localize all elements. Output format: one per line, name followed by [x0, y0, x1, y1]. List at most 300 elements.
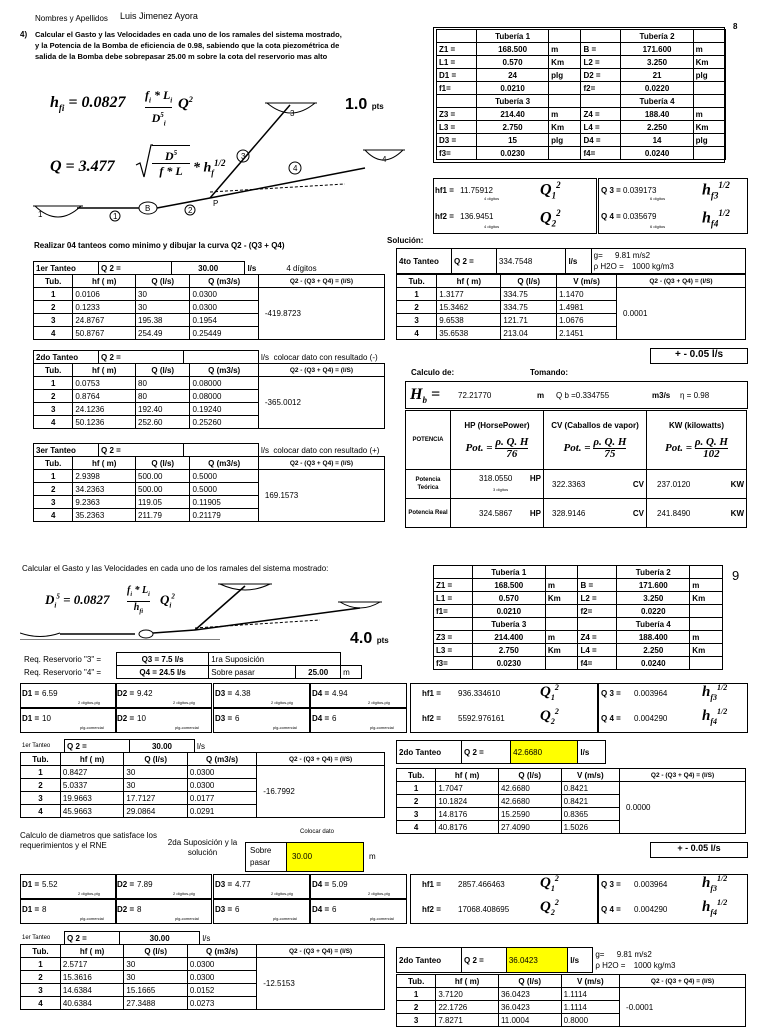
table-cell: 24.1236: [73, 403, 136, 416]
hf-fraction: $f_i * L_i$ $D^5_i$: [145, 88, 173, 128]
table-cell: 2: [21, 971, 61, 984]
table-cell: 36.0423: [498, 988, 561, 1001]
formula-symbol: $Q_1^2$: [540, 683, 559, 702]
table-cell: 500.00: [136, 470, 190, 483]
table-cell: 1: [397, 782, 436, 795]
q-squared: $Q^2$: [178, 95, 193, 112]
hf-value: 0.003964: [634, 880, 668, 889]
table-row: [397, 288, 746, 301]
pipe-3-label: 3: [241, 152, 246, 161]
exceed-value: 30.00: [292, 852, 313, 861]
table-cell: 15.3462: [437, 301, 501, 314]
header-row: [21, 945, 385, 958]
table-row: [397, 782, 746, 795]
table-cell: 4: [34, 509, 73, 522]
commercial-diameter-value: 8: [137, 905, 142, 914]
statement-line: Calcular el Gasto y las Velocidades en cada uno de los ramales del sistema mostrado,: [35, 30, 342, 39]
table-cell: 14.8176: [436, 808, 499, 821]
calc-label: Calculo de:: [411, 368, 455, 377]
q4-label: Q 4 = 0.035679: [601, 212, 657, 221]
table-cell: 15.2590: [498, 808, 561, 821]
table-cell: 50.1236: [73, 416, 136, 429]
table-row: [34, 288, 385, 301]
diameter-fraction: $f_i * L_i$ $h_{fi}$: [127, 585, 150, 615]
pipe-data-table: Tubería 1 Tubería 2 Z1 = 168.500 m B = 171.600 m L1 = 0.570 Km L2 = 3.250 Km D1 = 24 plg D2 = 21 plg f1= 0.0210 f2= 0.0220 Tubería 3 Tubería 4 Z3 = 214.40 m Z4 = 188.40 m L3 = 2.750 Km L4 = 2.250 Km D3 = 15 plg D4 = 14 plg f3= 0.0230 f4= 0.0240: [436, 29, 726, 160]
table-cell: 2: [34, 390, 73, 403]
table-cell: 0.25260: [190, 416, 258, 429]
hf4-root: $h_{f4}^{1/2}$: [702, 208, 730, 229]
table-cell: 30: [124, 779, 188, 792]
column-header: hf ( m): [73, 364, 136, 377]
table-cell: 0.19240: [190, 403, 258, 416]
diameter-label: D3 =: [215, 905, 233, 914]
table-row: [21, 958, 385, 971]
table-row: [34, 470, 385, 483]
result-cell: -419.8723: [258, 288, 384, 340]
column-header: V (m/s): [561, 769, 619, 782]
hf1-label: hf1 = 11.75912: [435, 186, 493, 195]
digits-note: 2 dígitos-plg: [271, 891, 293, 896]
table-cell: 10.1824: [436, 795, 499, 808]
formula-symbol: $h_{f4}^{1/2}$: [702, 898, 728, 917]
table-cell: 252.60: [136, 416, 190, 429]
diameter-equation: $D_i^5 = 0.0827$: [45, 592, 110, 610]
table-cell: 4: [397, 821, 436, 834]
table-cell: 0.0291: [187, 805, 256, 818]
diameter-label: D1 =: [22, 714, 40, 723]
table-cell: 119.05: [136, 496, 190, 509]
column-header: hf ( m): [436, 975, 499, 988]
reservoir-1-label: 1: [38, 210, 43, 219]
table-cell: 3.7120: [436, 988, 499, 1001]
table-cell: 42.6680: [498, 782, 561, 795]
table-cell: 254.49: [136, 327, 190, 340]
table-cell: 3: [21, 792, 61, 805]
formula-symbol: $h_{f3}^{1/2}$: [702, 874, 728, 893]
student-name: Luis Jimenez Ayora: [120, 11, 198, 21]
second-assumption: 2da Suposición y la solución: [167, 838, 238, 857]
commercial-note: plg-comercial: [370, 725, 394, 730]
table-cell: 1: [34, 377, 73, 390]
table-cell: 1.5026: [561, 821, 619, 834]
table-cell: 0.0753: [73, 377, 136, 390]
statement-line: y la Potencia de la Bomba de eficiencia de 0.98, sabiendo que la cota piezométrica de: [35, 41, 340, 50]
trial-3-grid: [33, 456, 385, 522]
hf-value: 0.004290: [634, 905, 668, 914]
efficiency: η = 0.98: [680, 391, 710, 400]
column-header: Q (m3/s): [190, 275, 258, 288]
column-header: hf ( m): [73, 275, 136, 288]
commercial-note: plg-comercial: [273, 916, 297, 921]
m3s-unit: m3/s: [652, 391, 671, 400]
hf2-label: hf2 = 136.9451: [435, 212, 494, 221]
table-cell: 1: [397, 288, 437, 301]
result-cell: -0.0001: [620, 988, 746, 1027]
pump-b-label: B: [145, 204, 151, 213]
column-header: hf ( m): [73, 457, 136, 470]
column-header: Tub.: [34, 457, 73, 470]
trial-6-grid: [396, 768, 746, 834]
hf-value: 5592.976161: [458, 714, 505, 723]
table-cell: 27.4090: [498, 821, 561, 834]
table-cell: 4: [34, 416, 73, 429]
table-cell: 1.0676: [557, 314, 617, 327]
table-cell: 0.0177: [187, 792, 256, 805]
column-header: Q (m3/s): [190, 457, 258, 470]
trial-5-header: 1er Tanteo Q 2 = 30.00 l/s: [22, 741, 205, 751]
result-cell: -12.5153: [257, 958, 385, 1010]
digits-note: 4 dígitos: [484, 196, 500, 201]
column-header: Tub.: [397, 769, 436, 782]
diameter-label: D2 =: [117, 689, 135, 698]
table-cell: 27.3488: [124, 997, 188, 1010]
table-cell: 0.25449: [190, 327, 258, 340]
points-value-2: 4.0 pts: [350, 630, 389, 647]
table-cell: 30: [124, 971, 188, 984]
diameter-label: D1 =: [22, 905, 40, 914]
trial-3-header: 3er Tanteo Q 2 = l/s colocar dato con resultado (+): [33, 443, 385, 457]
commercial-diameter-value: 6: [235, 905, 240, 914]
table-cell: 3: [34, 496, 73, 509]
hf-value: hf1 =: [422, 689, 441, 698]
diameter-value: 4.77: [235, 880, 251, 889]
tolerance-box-2: + - 0.05 l/s: [650, 842, 748, 858]
diameter-label: D1 =: [22, 880, 40, 889]
result-cell: 0.0001: [616, 288, 745, 340]
hf-value: Q 3 =: [601, 880, 621, 889]
formula-symbol: $h_{f4}^{1/2}$: [702, 707, 728, 726]
solution-label: Solución:: [387, 236, 424, 245]
exceed-label: Sobre pasar: [250, 846, 272, 867]
column-header: Q (m3/s): [187, 945, 256, 958]
diameter-label: D2 =: [117, 905, 135, 914]
header-row: [34, 457, 385, 470]
table-cell: 30: [124, 766, 188, 779]
table-cell: 0.8421: [561, 795, 619, 808]
column-header: Tub.: [21, 753, 61, 766]
q2-squared: $Q_2^2$: [540, 208, 561, 229]
problem-statement: [35, 29, 342, 62]
trial-4-grid: [396, 274, 746, 340]
formula-symbol: $Q_2^2$: [540, 898, 559, 917]
table-cell: 36.0423: [498, 1001, 561, 1014]
pipe-1-label: 1: [113, 212, 118, 221]
table-cell: 24.8767: [73, 314, 136, 327]
table-cell: 11.0004: [498, 1014, 561, 1027]
table-cell: 30: [124, 958, 188, 971]
table-cell: 15.3616: [60, 971, 124, 984]
table-cell: 0.8000: [561, 1014, 619, 1027]
hf-value: hf2 =: [422, 905, 441, 914]
table-cell: 0.0300: [187, 779, 256, 792]
statement-line: salida de la Bomba debe sobrepasar 25.00 m sobre la cota del reservorio mas alto: [35, 52, 328, 61]
table-cell: 2.9398: [73, 470, 136, 483]
hf-value: 0.004290: [634, 714, 668, 723]
hf-value: hf2 =: [422, 714, 441, 723]
table-cell: 1.1114: [561, 1001, 619, 1014]
result-cell: 0.0000: [620, 782, 746, 834]
digits-note: 2 dígitos-plg: [173, 700, 195, 705]
table-cell: 0.08000: [190, 377, 258, 390]
diameter-label: D3 =: [215, 880, 233, 889]
commercial-diameter-value: 6: [332, 905, 337, 914]
requirements-table: Req. Reservorio "3" = Q3 = 7.5 l/s 1ra Suposición Req. Reservorio "4" = Q4 = 24.5 l/s Sobre pasar 25.00 m: [22, 652, 362, 679]
result-cell: 169.1573: [258, 470, 384, 522]
commercial-note: plg-comercial: [175, 725, 199, 730]
table-cell: 42.6680: [498, 795, 561, 808]
column-header: Q2 - (Q3 + Q4) = (l/S): [258, 457, 384, 470]
diameter-label: D4 =: [312, 689, 330, 698]
diameter-value: 6.59: [42, 689, 58, 698]
commercial-note: plg-comercial: [175, 916, 199, 921]
trial-2-header: 2do Tanteo Q 2 = l/s colocar dato con resultado (-): [33, 350, 385, 364]
table-row: [397, 988, 746, 1001]
trial-8-grid: [396, 974, 746, 1027]
table-cell: 80: [136, 377, 190, 390]
column-header: Q (l/s): [136, 364, 190, 377]
hf-value: 936.334610: [458, 689, 501, 698]
m-unit-2: m: [369, 852, 376, 861]
table-cell: 1.7047: [436, 782, 499, 795]
pipe-data-table-2: Tubería 1 Tubería 2 Z1 = 168.500 m B = 171.600 m L1 = 0.570 Km L2 = 3.250 Km f1= 0.0210 f2= 0.0220 Tubería 3 Tubería 4 Z3 = 214.400 m Z4 = 188.400 m L3 = 2.750 Km L4 = 2.250 Km f3= 0.0230 f4= 0.0240: [433, 565, 723, 670]
trial-8-header: 2do Tanteo Q 2 = 36.0423 l/s g= 9.81 m/s2 ρ H2O = 1000 kg/m3: [396, 947, 746, 973]
table-cell: 0.1954: [190, 314, 258, 327]
table-cell: 0.8421: [561, 782, 619, 795]
trial-1-table: 1er Tanteo Q 2 = 30.00 l/s 4 dígitos: [33, 261, 385, 275]
hf-value: 0.003964: [634, 689, 668, 698]
column-header: Q2 - (Q3 + Q4) = (l/S): [620, 769, 746, 782]
diameter-label: D3 =: [215, 689, 233, 698]
table-cell: 7.8271: [436, 1014, 499, 1027]
table-cell: 2: [34, 301, 73, 314]
hf-value: Q 3 =: [601, 689, 621, 698]
table-cell: 3: [397, 314, 437, 327]
diameter-value: 9.42: [137, 689, 153, 698]
table-cell: 334.75: [501, 301, 557, 314]
diameter-label: D4 =: [312, 714, 330, 723]
diameter-label: D3 =: [215, 714, 233, 723]
table-row: [21, 766, 385, 779]
table-cell: 0.8365: [561, 808, 619, 821]
digits-note: 2 dígitos-plg: [173, 891, 195, 896]
table-cell: 334.75: [501, 288, 557, 301]
commercial-diameter-value: 10: [137, 714, 146, 723]
page-number-2: 9: [732, 568, 740, 583]
table-cell: 0.11905: [190, 496, 258, 509]
commercial-diameter-value: 6: [332, 714, 337, 723]
table-cell: 35.2363: [73, 509, 136, 522]
table-row: [34, 377, 385, 390]
table-cell: 2: [21, 779, 61, 792]
table-cell: 1.3177: [437, 288, 501, 301]
commercial-note: plg-comercial: [273, 725, 297, 730]
trial-5-grid: [20, 752, 385, 818]
tolerance-box: + - 0.05 l/s: [650, 348, 748, 364]
table-cell: 34.2363: [73, 483, 136, 496]
hf-value: Q 4 =: [601, 905, 621, 914]
table-cell: 213.04: [501, 327, 557, 340]
digits-note: 2 dígitos-plg: [368, 700, 390, 705]
trial-7-grid: [20, 944, 385, 1010]
table-cell: 2: [34, 483, 73, 496]
table-cell: 30: [136, 301, 190, 314]
header-row: [397, 275, 746, 288]
table-cell: 80: [136, 390, 190, 403]
table-cell: 0.0273: [187, 997, 256, 1010]
table-cell: 3: [397, 1014, 436, 1027]
column-header: Q (l/s): [498, 769, 561, 782]
table-cell: 3: [34, 403, 73, 416]
table-cell: 0.8764: [73, 390, 136, 403]
table-cell: 2: [397, 301, 437, 314]
digits-note: 2 dígitos-plg: [271, 700, 293, 705]
table-cell: 3: [397, 808, 436, 821]
table-cell: 0.1233: [73, 301, 136, 314]
table-cell: 35.6538: [437, 327, 501, 340]
column-header: Q2 - (Q3 + Q4) = (l/S): [257, 945, 385, 958]
diameter-label: D4 =: [312, 905, 330, 914]
table-cell: 500.00: [136, 483, 190, 496]
hf-term: * $h_f^{1/2}$: [193, 158, 226, 178]
table-cell: 0.0300: [187, 958, 256, 971]
table-cell: 0.0300: [187, 766, 256, 779]
column-header: Tub.: [397, 975, 436, 988]
table-cell: 0.0300: [190, 288, 258, 301]
hb-value: 72.21770: [458, 391, 492, 400]
digits-note: 6 dígitos: [650, 224, 666, 229]
table-cell: 45.9663: [60, 805, 124, 818]
diameter-calc-note: Calculo de diametros que satisface los requerimientos y el RNE: [20, 831, 157, 850]
column-header: Tub.: [34, 275, 73, 288]
column-header: Tub.: [397, 275, 437, 288]
result-cell: -365.0012: [258, 377, 384, 429]
column-header: V (m/s): [561, 975, 619, 988]
table-cell: 2: [397, 795, 436, 808]
column-header: Q2 - (Q3 + Q4) = (l/S): [258, 275, 384, 288]
table-cell: 1.4981: [557, 301, 617, 314]
column-header: Q (m3/s): [190, 364, 258, 377]
trial-4-header: 4to Tanteo Q 2 = 334.7548 l/s g= 9.81 m/s2 ρ H2O = 1000 kg/m3: [396, 248, 746, 274]
column-header: Tub.: [21, 945, 61, 958]
taking-label: Tomando:: [530, 368, 569, 377]
hf-value: 17068.408695: [458, 905, 510, 914]
digits-note: 6 dígitos: [650, 196, 666, 201]
commercial-note: plg-comercial: [80, 725, 104, 730]
trial-6-header: 2do Tanteo Q 2 = 42.6680 l/s: [396, 740, 606, 764]
table-cell: 2: [397, 1001, 436, 1014]
column-header: Q (l/s): [501, 275, 557, 288]
trial-7-header: 1er Tanteo Q 2 = 30.00 l/s: [22, 933, 211, 943]
formula-symbol: $Q_1^2$: [540, 874, 559, 893]
reservoir-3-label: 3: [290, 109, 295, 118]
table-cell: 40.8176: [436, 821, 499, 834]
table-cell: 9.2363: [73, 496, 136, 509]
table-cell: 0.0152: [187, 984, 256, 997]
table-cell: 50.8767: [73, 327, 136, 340]
result-cell: -16.7992: [257, 766, 385, 818]
table-cell: 1.1114: [561, 988, 619, 1001]
hf3-root: $h_{f3}^{1/2}$: [702, 180, 730, 201]
hb-symbol: $H_b$ =: [410, 386, 441, 406]
column-header: Q (l/s): [124, 945, 188, 958]
table-cell: 19.9663: [60, 792, 124, 805]
table-cell: 121.71: [501, 314, 557, 327]
diameter-value: 5.52: [42, 880, 58, 889]
column-header: Q2 - (Q3 + Q4) = (l/S): [258, 364, 384, 377]
diameter-value: 4.94: [332, 689, 348, 698]
table-cell: 0.5000: [190, 470, 258, 483]
column-header: Q (l/s): [136, 457, 190, 470]
formula-symbol: $h_{f3}^{1/2}$: [702, 683, 728, 702]
pipe-system-diagram-2: [20, 578, 400, 640]
header-row: [21, 753, 385, 766]
column-header: hf ( m): [436, 769, 499, 782]
m-unit: m: [537, 391, 545, 400]
pipe-4-label: 4: [293, 164, 298, 173]
table-cell: 4: [21, 805, 61, 818]
table-cell: 30: [136, 288, 190, 301]
commercial-note: plg-comercial: [80, 916, 104, 921]
power-table: POTENCIA HP (HorsePower) Pot. = $\frac{\rho. Q. H}{76}$ CV (Caballos de vapor) Pot. = $\frac{\rho. Q. H}{75}$ KW (kilowatts) Pot. = $\frac{\rho. Q. H}{102}$ Potencia Teórica 318.0550 HP 3 dígitos 322.3363 CV 237.0120 KW Potencia Real 324.5867 HP 328.9146 CV 241.8490 KW: [405, 410, 747, 528]
diameter-label: D4 =: [312, 880, 330, 889]
hf-value: 2857.466463: [458, 880, 505, 889]
table-cell: 3: [21, 984, 61, 997]
column-header: hf ( m): [60, 945, 124, 958]
question-number: 4): [20, 30, 28, 39]
table-cell: 4: [34, 327, 73, 340]
name-label: Nombres y Apellidos: [35, 14, 108, 23]
column-header: Q2 - (Q3 + Q4) = (l/S): [257, 753, 385, 766]
problem-2-statement: Calcular el Gasto y las Velocidades en cada uno de los ramales del sistema mostrado:: [22, 564, 329, 573]
table-cell: 1: [21, 958, 61, 971]
qi-squared: $Q_i^2$: [160, 592, 175, 610]
table-cell: 211.79: [136, 509, 190, 522]
table-cell: 4: [397, 327, 437, 340]
column-header: hf ( m): [437, 275, 501, 288]
table-cell: 0.8427: [60, 766, 124, 779]
q-fraction: $D^5$ f * L: [152, 145, 190, 178]
pipe-2-label: 2: [188, 206, 193, 215]
table-cell: 17.7127: [124, 792, 188, 805]
table-cell: 1: [34, 470, 73, 483]
commercial-diameter-value: 8: [42, 905, 47, 914]
diameter-label: D1 =: [22, 689, 40, 698]
column-header: Tub.: [34, 364, 73, 377]
page-number: 8: [733, 22, 738, 31]
column-header: Q (m3/s): [187, 753, 256, 766]
table-cell: 29.0864: [124, 805, 188, 818]
column-header: Q (l/s): [136, 275, 190, 288]
column-header: Q (l/s): [124, 753, 188, 766]
table-cell: 0.0106: [73, 288, 136, 301]
points-value: 1.0 pts: [345, 96, 384, 113]
table-cell: 2.1451: [557, 327, 617, 340]
reservoir-4-label: 4: [382, 155, 387, 164]
table-cell: 4: [21, 997, 61, 1010]
table-cell: 9.6538: [437, 314, 501, 327]
diameter-value: 7.89: [137, 880, 153, 889]
table-cell: 1.1470: [557, 288, 617, 301]
diameter-label: D2 =: [117, 880, 135, 889]
diameter-value: 5.09: [332, 880, 348, 889]
commercial-note: plg-comercial: [370, 916, 394, 921]
digits-note: 2 dígitos-plg: [78, 891, 100, 896]
digits-note: 4 dígitos: [484, 224, 500, 229]
table-cell: 0.0300: [190, 301, 258, 314]
enter-data-note: Colocar dato: [300, 829, 335, 835]
diameter-value: 4.38: [235, 689, 251, 698]
header-row: [34, 364, 385, 377]
